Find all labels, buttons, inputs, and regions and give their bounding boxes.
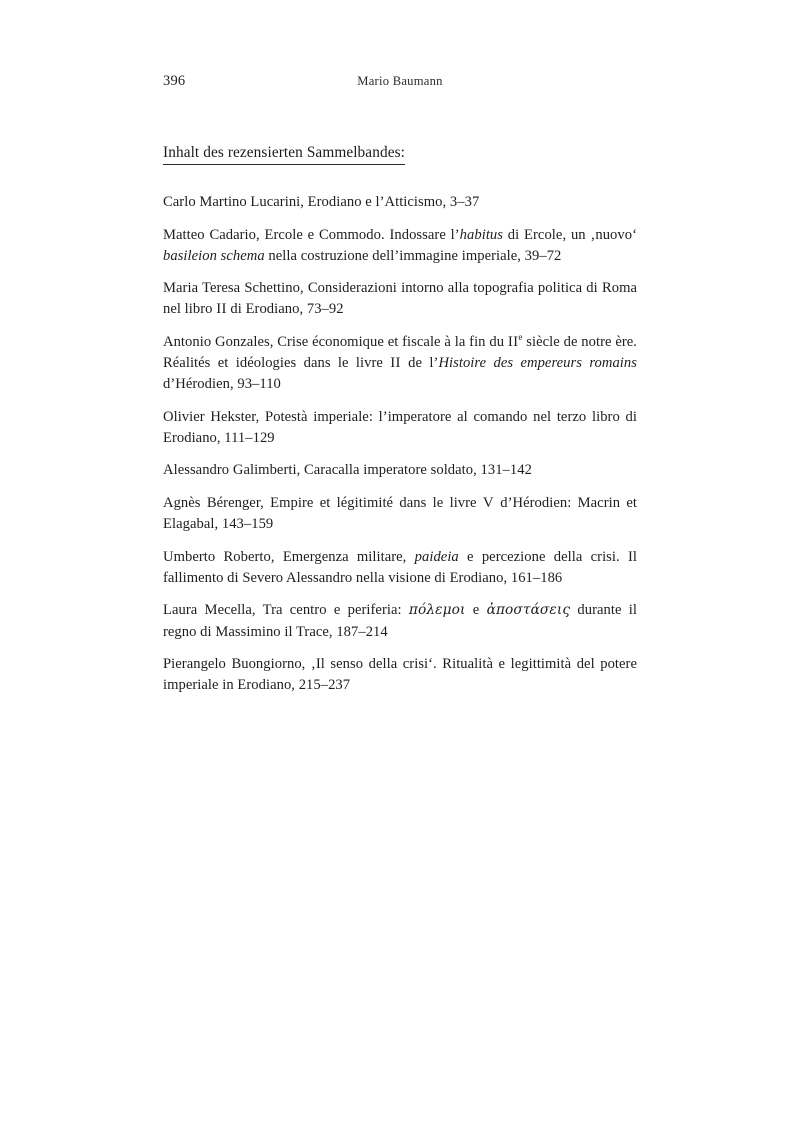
toc-entry [163,332,637,395]
toc-entry [163,278,637,320]
toc-entry-text: Laura Mecella, Tra centro e periferia: [163,602,409,619]
toc-entry-text: e [465,602,487,619]
toc-entry [163,192,637,213]
toc-entry-text: durante il regno di Massimino il Trace, 187–214 [163,602,638,640]
table-of-contents-list [163,192,637,696]
toc-entry-text: Histoire des empereurs romains [438,355,637,372]
toc-entry-text: Carlo Martino Lucarini, Erodiano e l’Atticismo, 3–37 [163,194,480,210]
toc-entry-text: e percezione della crisi. Il fallimento di Severo Alessandro nella visione di Erodiano, 161–186 [163,548,637,586]
toc-entry [163,407,637,449]
section-heading: Inhalt des rezensierten Sammelbandes: [163,143,405,165]
toc-entry-text: paideia [414,548,459,565]
toc-entry [163,600,637,642]
toc-entry-text: V [482,495,494,512]
toc-entry-text: Olivier Hekster, Potestà imperiale: l’imperatore al comando nel terzo libro di Erodiano, 111–129 [163,408,637,446]
toc-entry-text: d’Hérodien, 93–110 [163,376,281,393]
toc-entry-text: Antonio Gonzales, Crise économique et fiscale à la fin du [163,333,508,350]
toc-entry-text: II [507,333,519,350]
toc-entry-text: Maria Teresa Schettino, Considerazioni intorno alla topografia politica di Roma nel libro [163,280,637,318]
toc-entry [163,654,637,696]
toc-entry [163,460,637,481]
running-head [163,72,637,90]
toc-entry-text: πόλεμοι [408,602,466,619]
toc-entry-text: Matteo Cadario, Ercole e Commodo. Indossare l’ [163,226,460,243]
running-head-title: Mario Baumann [357,74,443,88]
toc-entry [163,225,637,267]
toc-entry-text: basileion schema [163,247,265,264]
toc-entry-text: e [518,332,523,343]
toc-entry-text: Pierangelo Buongiorno, ‚Il senso della crisi‘. Ritualità e legittimità del potere imperiale in Erodiano, 215–237 [163,656,637,694]
section-heading-wrapper [163,143,637,179]
toc-entry-text: Umberto Roberto, Emergenza militare, [163,548,415,565]
toc-entry-text: Alessandro Galimberti, Caracalla imperatore soldato, 131–142 [163,462,532,479]
toc-entry-text: di Ercole, un ‚nuovo‘ [503,226,637,243]
toc-entry-text: habitus [459,226,503,243]
toc-entry [163,547,637,589]
toc-entry-text: II [216,301,227,318]
toc-entry-text: Agnès Bérenger, Empire et légitimité dans le livre [163,495,483,512]
toc-entry-text: de l’ [400,355,439,372]
toc-entry-text: II [390,355,401,372]
toc-entry-text: ἀποστάσεις [486,602,571,619]
toc-entry-text: d’Hérodien: Macrin et Elagabal, 143–159 [163,495,637,533]
page-number: 396 [163,73,186,89]
toc-entry [163,493,637,535]
toc-entry-text: nella costruzione dell’immagine imperiale, 39–72 [264,247,562,264]
toc-entry-text: di Erodiano, 73–92 [226,301,344,318]
body-text-block [163,143,637,696]
toc-entry-text: siècle de notre ère. Réalités et idéologies dans le livre [163,333,637,372]
